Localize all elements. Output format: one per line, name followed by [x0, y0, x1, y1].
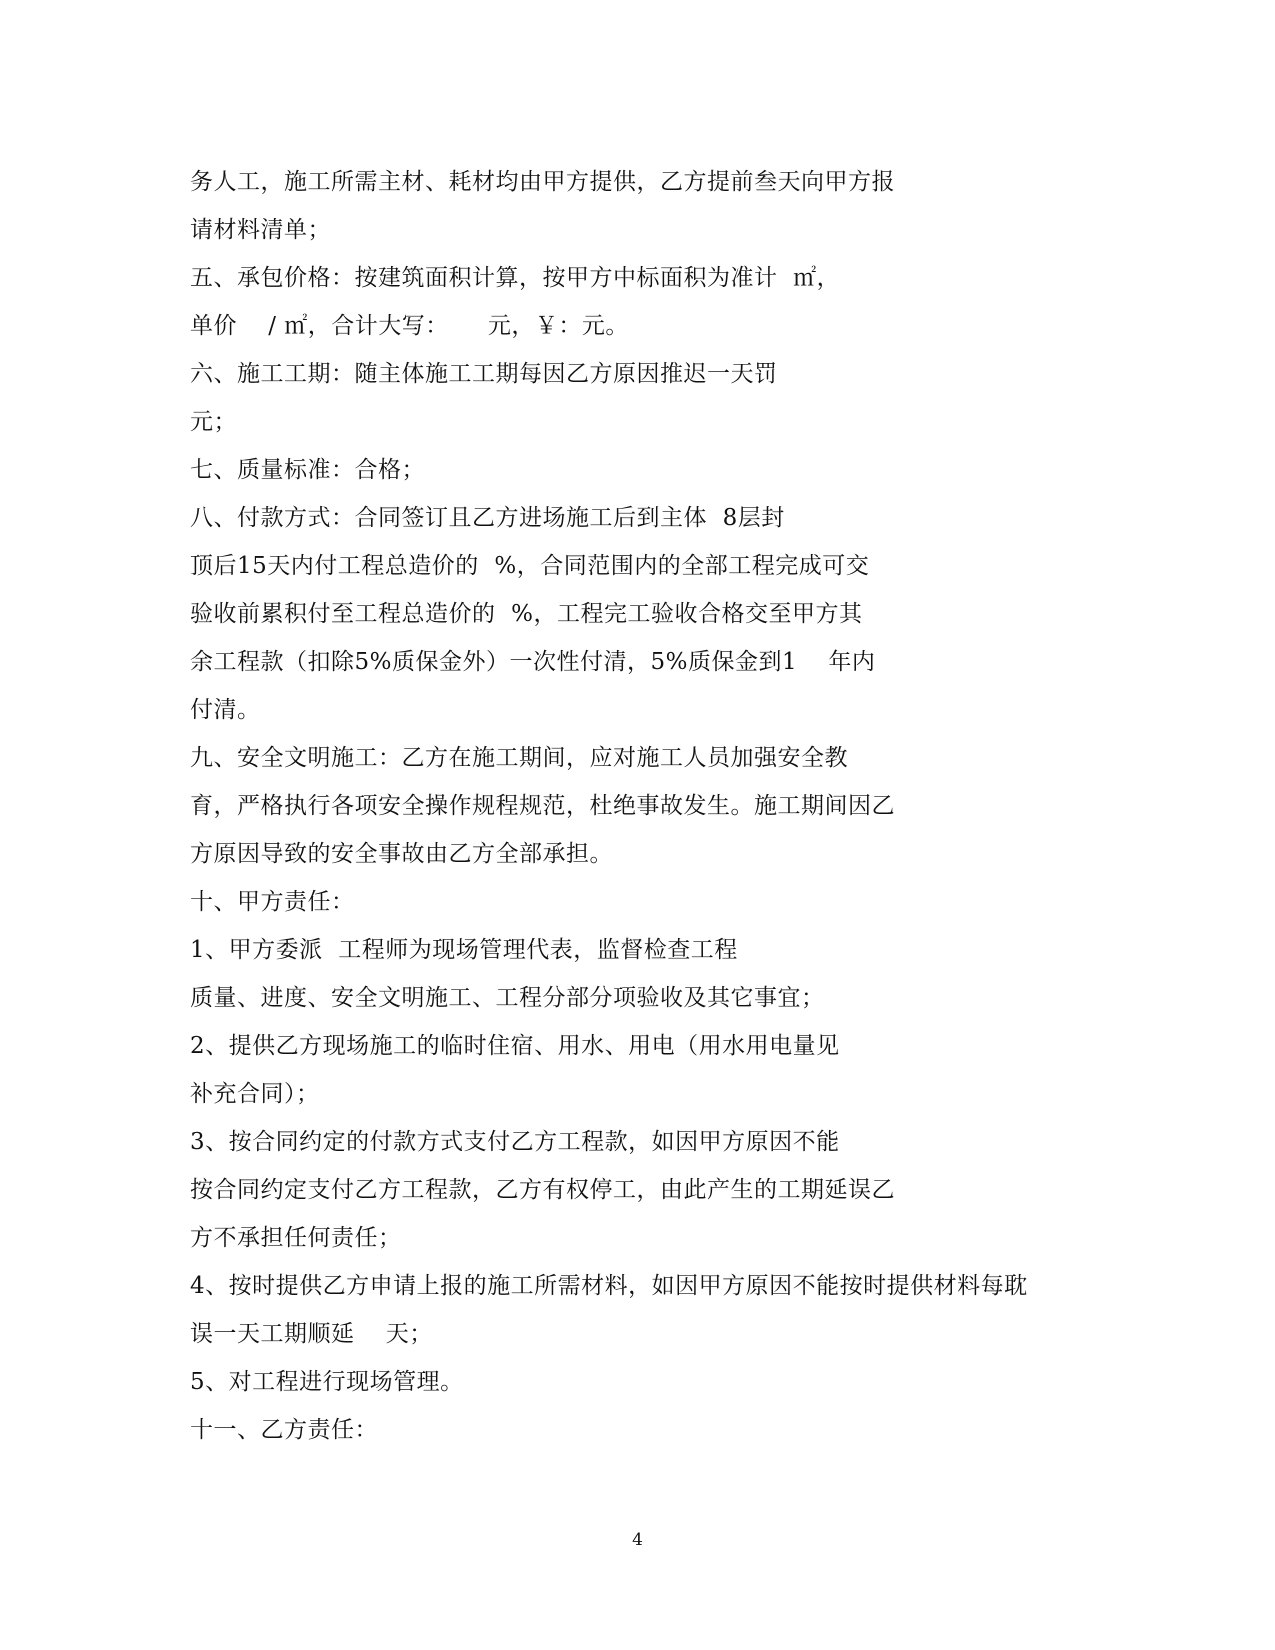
list-item: 1、甲方委派 工程师为现场管理代表，监督检查工程: [190, 937, 738, 963]
page-number: 4: [632, 1530, 643, 1550]
text-line: 务人工，施工所需主材、耗材均由甲方提供，乙方提前叁天向甲方报: [190, 169, 895, 195]
text-line: 按合同约定支付乙方工程款，乙方有权停工，由此产生的工期延误乙: [190, 1177, 895, 1203]
text-line: 误一天工期顺延 天；: [190, 1321, 433, 1347]
text-line: 育，严格执行各项安全操作规程规范，杜绝事故发生。施工期间因乙: [190, 793, 895, 819]
clause-6-schedule: 六、施工工期：随主体施工工期每因乙方原因推迟一天罚: [190, 361, 778, 387]
text-line: 质量、进度、安全文明施工、工程分部分项验收及其它事宜；: [190, 985, 825, 1011]
list-item: 5、对工程进行现场管理。: [190, 1369, 464, 1395]
text-line: 方原因导致的安全事故由乙方全部承担。: [190, 841, 613, 867]
list-item: 3、按合同约定的付款方式支付乙方工程款，如因甲方原因不能: [190, 1129, 840, 1155]
clause-11-party-b-heading: 十一、乙方责任：: [190, 1417, 378, 1443]
clause-8-payment: 八、付款方式：合同签订且乙方进场施工后到主体 8层封: [190, 505, 785, 531]
text-line: 顶后15天内付工程总造价的 %，合同范围内的全部工程完成可交: [190, 553, 870, 579]
clause-9-safety: 九、安全文明施工：乙方在施工期间，应对施工人员加强安全教: [190, 745, 848, 771]
clause-7-quality: 七、质量标准：合格；: [190, 457, 425, 483]
text-line: 补充合同）；: [190, 1081, 320, 1107]
text-line: 验收前累积付至工程总造价的 %，工程完工验收合格交至甲方其: [190, 601, 863, 627]
text-line: 余工程款（扣除5%质保金外）一次性付清，5%质保金到1 年内: [190, 649, 876, 675]
contract-body-text: [190, 158, 1090, 1454]
clause-10-party-a-heading: 十、甲方责任：: [190, 889, 355, 915]
text-line: 付清。: [190, 697, 261, 723]
text-line: 方不承担任何责任；: [190, 1225, 402, 1251]
clause-5-price: 五、承包价格：按建筑面积计算，按甲方中标面积为准计 ㎡，: [190, 265, 841, 291]
list-item: 2、提供乙方现场施工的临时住宿、用水、用电（用水用电量见: [190, 1033, 840, 1059]
text-line: 元；: [190, 409, 237, 435]
text-line: 单价 / ㎡，合计大写： 元，￥：元。: [190, 313, 629, 339]
text-line: 请材料清单；: [190, 217, 331, 243]
list-item: 4、按时提供乙方申请上报的施工所需材料，如因甲方原因不能按时提供材料每耽: [190, 1273, 1028, 1299]
